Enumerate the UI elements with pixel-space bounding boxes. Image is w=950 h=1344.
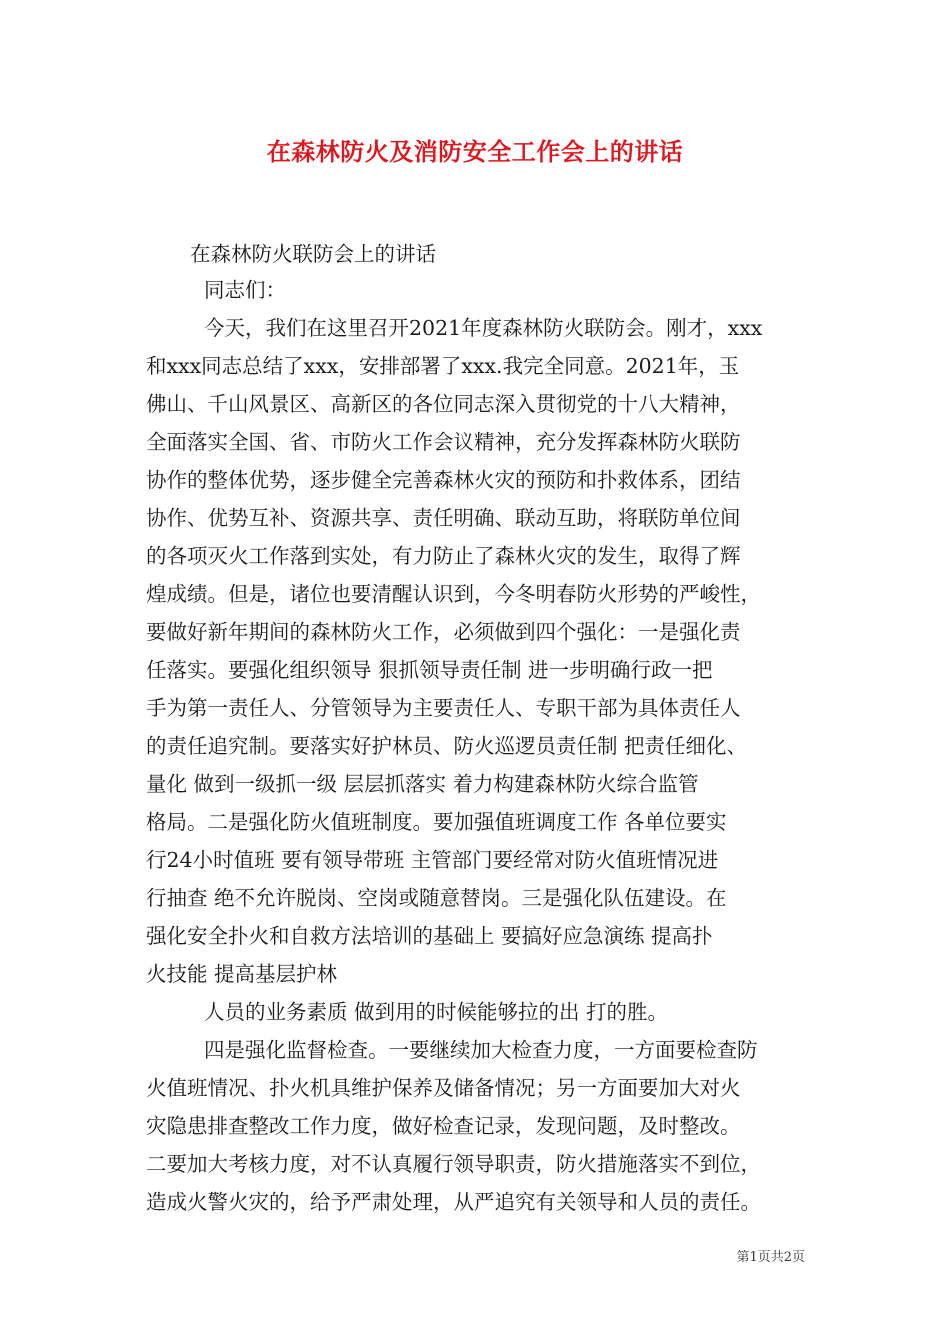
subtitle-line: 在森林防火联防会上的讲话	[190, 242, 436, 266]
body-line: 火值班情况、扑火机具维护保养及储备情况；另一方面要加大对火	[146, 1076, 741, 1100]
body-line: 全面落实全国、省、市防火工作会议精神，充分发挥森林防火联防	[146, 430, 741, 454]
body-line: 和xxx同志总结了xxx，安排部署了xxx.我完全同意。2021年，玉	[146, 354, 740, 378]
body-line: 今天，我们在这里召开2021年度森林防火联防会。刚才，xxx	[204, 316, 763, 340]
page-number: 第1页共2页	[736, 1250, 805, 1265]
body-line: 煌成绩。但是，诸位也要清醒认识到，今冬明春防火形势的严峻性，	[146, 582, 761, 606]
body-line: 灾隐患排查整改工作力度，做好检查记录，发现问题，及时整改。	[146, 1114, 741, 1138]
body-line: 要做好新年期间的森林防火工作，必须做到四个强化：一是强化责	[146, 620, 741, 644]
body-line: 造成火警火灾的，给予严肃处理，从严追究有关领导和人员的责任。	[146, 1190, 761, 1214]
body-line: 火技能 提高基层护林	[146, 962, 338, 986]
body-line: 行24小时值班 要有领导带班 主管部门要经常对防火值班情况进	[146, 848, 719, 872]
body-line: 格局。二是强化防火值班制度。要加强值班调度工作 各单位要实	[146, 810, 727, 834]
body-line: 佛山、千山风景区、高新区的各位同志深入贯彻党的十八大精神，	[146, 392, 741, 416]
body-line: 协作的整体优势，逐步健全完善森林火灾的预防和扑救体系，团结	[146, 468, 741, 492]
body-line: 二要加大考核力度，对不认真履行领导职责，防火措施落实不到位，	[146, 1152, 761, 1176]
body-line: 人员的业务素质 做到用的时候能够拉的出 打的胜。	[204, 1000, 669, 1024]
body-line: 行抽查 绝不允许脱岗、空岗或随意替岗。三是强化队伍建设。在	[146, 886, 727, 910]
body-line: 手为第一责任人、分管领导为主要责任人、专职干部为具体责任人	[146, 696, 741, 720]
body-line: 量化 做到一级抓一级 层层抓落实 着力构建森林防火综合监管	[146, 772, 699, 796]
body-line: 的责任追究制。要落实好护林员、防火巡逻员责任制 把责任细化、	[146, 734, 748, 758]
body-line: 的各项灭火工作落到实处，有力防止了森林火灾的发生，取得了辉	[146, 544, 741, 568]
salutation-line: 同志们：	[204, 278, 286, 302]
body-line: 协作、优势互补、资源共享、责任明确、联动互助，将联防单位间	[146, 506, 741, 530]
body-line: 任落实。要强化组织领导 狠抓领导责任制 进一步明确行政一把	[146, 658, 713, 682]
body-line: 四是强化监督检查。一要继续加大检查力度，一方面要检查防	[204, 1038, 758, 1062]
body-line: 强化安全扑火和自救方法培训的基础上 要搞好应急演练 提高扑	[146, 924, 713, 948]
page-title: 在森林防火及消防安全工作会上的讲话	[266, 137, 684, 166]
